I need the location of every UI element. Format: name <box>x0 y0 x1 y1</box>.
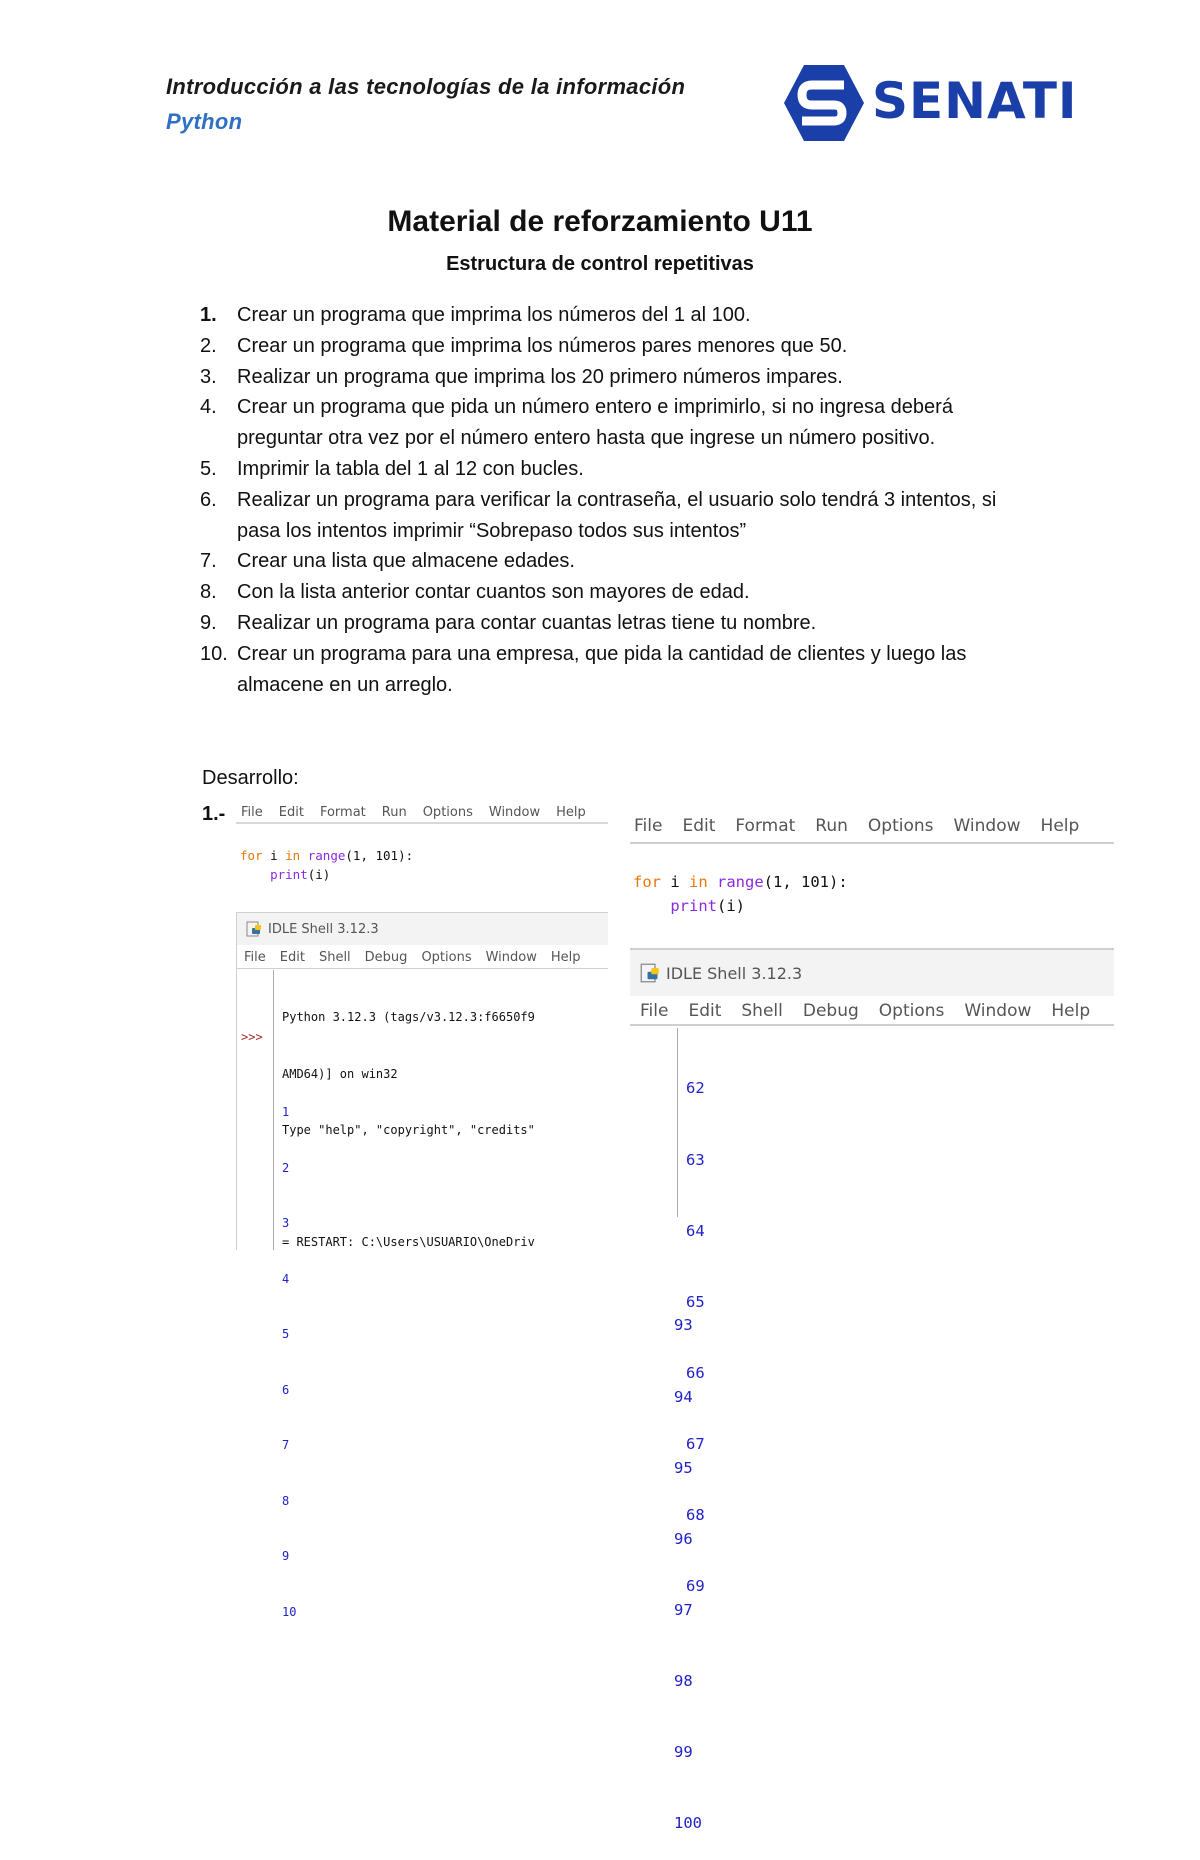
list-text: Crear un programa que imprima los números pares menores que 50. <box>237 334 848 357</box>
menu-file[interactable]: File <box>634 816 663 836</box>
senati-logo-text: SENATI <box>872 72 1078 130</box>
output-line: 66 <box>686 1363 705 1382</box>
shell-output-tail <box>674 1267 702 1860</box>
menu-shell[interactable]: Shell <box>318 950 351 965</box>
list-text: Crear un programa que imprima los números del 1 al 100. <box>237 304 751 326</box>
shell-menu-bar <box>630 998 1114 1026</box>
output-line: 2 <box>282 1160 290 1175</box>
menu-edit[interactable]: Edit <box>682 816 716 836</box>
idle-title: IDLE Shell 3.12.3 <box>666 963 803 983</box>
shell-menu-bar <box>236 947 608 969</box>
menu-options[interactable]: Options <box>867 816 934 836</box>
list-item <box>200 331 1020 362</box>
output-line: 97 <box>674 1600 693 1619</box>
output-line: 3 <box>282 1216 290 1230</box>
output-line: 9 <box>282 1549 290 1563</box>
code-line-1: for i in range(1, 101): <box>240 848 414 863</box>
editor-menu-bar <box>630 812 1114 844</box>
shell-prompt: >>> <box>241 1030 263 1044</box>
list-number: 3. <box>200 365 217 388</box>
output-line: 64 <box>686 1221 705 1240</box>
list-text: Crear un programa que pida un número entero e imprimirlo, si no ingresa deberá preguntar otra vez por el número entero hasta que ingrese un número positivo. <box>237 396 953 450</box>
shell-output <box>282 1066 311 1658</box>
menu-run[interactable]: Run <box>815 816 848 836</box>
idle-title-bar <box>236 912 608 945</box>
output-line: 69 <box>686 1577 705 1596</box>
code-line-2: print(i) <box>270 867 331 882</box>
menu-format[interactable]: Format <box>735 816 796 836</box>
list-number: 6. <box>200 488 217 511</box>
list-item <box>200 454 1020 485</box>
list-item <box>200 639 1020 701</box>
list-text: Crear un programa para una empresa, que pida la cantidad de clientes y luego las almacene en un arreglo. <box>237 642 967 696</box>
output-line: 94 <box>674 1387 693 1406</box>
output-line: 7 <box>282 1438 290 1452</box>
idle-title-bar <box>630 948 1114 996</box>
menu-debug[interactable]: Debug <box>364 950 408 965</box>
page-title: Material de reforzamiento U11 <box>387 205 813 238</box>
menu-help[interactable]: Help <box>556 804 586 820</box>
output-line: 8 <box>282 1493 290 1508</box>
editor-menu-bar <box>236 802 608 824</box>
code-line-1: for i in range(1, 101): <box>633 873 848 891</box>
menu-edit[interactable]: Edit <box>279 950 305 965</box>
code-editor[interactable] <box>240 846 413 884</box>
list-number: 4. <box>200 396 217 419</box>
menu-options[interactable]: Options <box>422 804 473 820</box>
idle-screenshot-small <box>236 802 608 1619</box>
output-line: 5 <box>282 1327 290 1341</box>
menu-window[interactable]: Window <box>488 804 541 820</box>
shell-banner: Python 3.12.3 (tags/v3.12.3:f6650f9 AMD64)] on win32 Type "help", "copyright", "credits" = RESTART: C:\Users\USUARIO\OneDriv <box>282 1010 535 1249</box>
menu-edit[interactable]: Edit <box>688 1001 722 1021</box>
page-subtitle: Estructura de control repetitivas <box>446 253 754 275</box>
output-line: 4 <box>282 1271 290 1286</box>
output-line: 1 <box>282 1105 290 1119</box>
menu-window[interactable]: Window <box>964 1001 1032 1021</box>
list-text: Realizar un programa que imprima los 20 primero números impares. <box>237 365 843 388</box>
code-line-2: print(i) <box>670 897 745 915</box>
list-item <box>200 392 1020 454</box>
list-item <box>200 362 1020 393</box>
list-number: 2. <box>200 334 217 357</box>
list-number: 9. <box>200 611 217 634</box>
list-text: Crear una lista que almacene edades. <box>237 550 575 573</box>
development-item-number: 1.- <box>202 803 226 825</box>
list-item <box>200 608 1020 639</box>
menu-help[interactable]: Help <box>550 950 581 965</box>
output-line: 6 <box>282 1382 290 1397</box>
output-line: 93 <box>674 1316 693 1335</box>
list-item <box>200 577 1020 608</box>
output-line: 96 <box>674 1529 693 1548</box>
menu-edit[interactable]: Edit <box>278 804 304 820</box>
menu-help[interactable]: Help <box>1040 816 1080 836</box>
menu-help[interactable]: Help <box>1051 1001 1091 1021</box>
output-line: 67 <box>686 1434 705 1453</box>
menu-options[interactable]: Options <box>421 950 472 965</box>
menu-debug[interactable]: Debug <box>802 1001 859 1021</box>
task-list <box>200 300 1020 700</box>
list-text: Realizar un programa para contar cuantas letras tiene tu nombre. <box>237 611 817 634</box>
output-line: 100 <box>674 1814 702 1833</box>
menu-window[interactable]: Window <box>485 950 537 965</box>
output-line: 99 <box>674 1743 693 1762</box>
output-line: 95 <box>674 1458 693 1477</box>
python-idle-icon <box>640 963 660 983</box>
output-line: 63 <box>686 1150 705 1169</box>
output-line: 62 <box>686 1079 705 1098</box>
menu-window[interactable]: Window <box>953 816 1021 836</box>
list-text: Realizar un programa para verificar la contraseña, el usuario solo tendrá 3 intentos, si pasa los intentos imprimir “Sobrepaso todos sus intentos” <box>237 488 997 542</box>
menu-file[interactable]: File <box>244 950 266 965</box>
list-number: 5. <box>200 457 217 480</box>
menu-run[interactable]: Run <box>381 804 407 820</box>
list-number: 8. <box>200 581 217 604</box>
list-text: Imprimir la tabla del 1 al 12 con bucles. <box>237 457 584 480</box>
output-line: 65 <box>686 1292 705 1311</box>
menu-format[interactable]: Format <box>319 804 366 820</box>
menu-options[interactable]: Options <box>878 1001 945 1021</box>
list-number: 1. <box>200 304 217 326</box>
output-line: 10 <box>282 1604 297 1619</box>
code-editor[interactable] <box>633 870 848 918</box>
list-number: 10. <box>200 642 228 665</box>
list-text: Con la lista anterior contar cuantos son mayores de edad. <box>237 581 750 604</box>
output-line: 98 <box>674 1671 693 1690</box>
list-item <box>200 546 1020 577</box>
course-title: Introducción a las tecnologías de la información <box>166 74 686 99</box>
menu-file[interactable]: File <box>640 1001 669 1021</box>
list-item <box>200 300 1020 331</box>
menu-file[interactable]: File <box>241 804 263 820</box>
development-heading: Desarrollo: <box>202 767 299 789</box>
list-number: 7. <box>200 550 217 573</box>
course-subject: Python <box>166 109 243 134</box>
list-item <box>200 485 1020 547</box>
python-idle-icon <box>246 921 262 937</box>
menu-shell[interactable]: Shell <box>741 1001 783 1021</box>
idle-title: IDLE Shell 3.12.3 <box>268 921 379 937</box>
output-line: 68 <box>686 1506 705 1525</box>
